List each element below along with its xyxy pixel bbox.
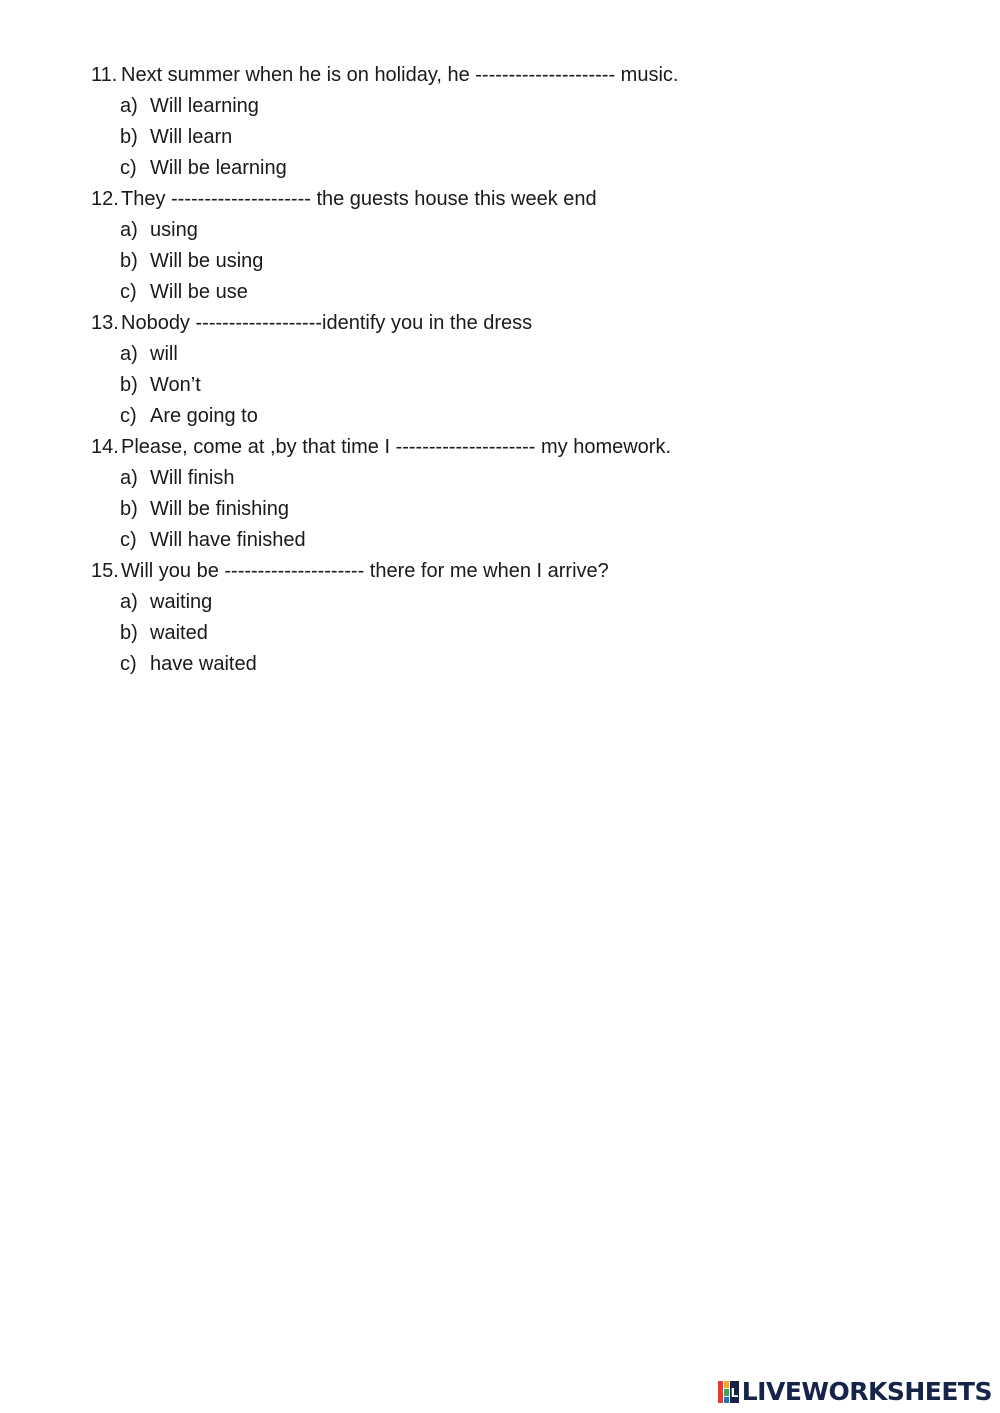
option-a[interactable]	[91, 91, 951, 122]
question-13	[91, 308, 951, 432]
option-letter: c)	[120, 157, 137, 179]
option-letter: c)	[120, 281, 137, 303]
option-list	[91, 587, 951, 680]
question-text: Nobody -------------------identify you in the dress	[121, 312, 533, 334]
question-number: 11.	[91, 64, 118, 86]
option-c[interactable]	[91, 649, 951, 680]
option-c[interactable]	[91, 525, 951, 556]
option-letter: c)	[120, 653, 137, 675]
option-letter: a)	[120, 95, 138, 117]
option-letter: a)	[120, 219, 138, 241]
option-a[interactable]	[91, 215, 951, 246]
option-text: Will be using	[150, 250, 264, 272]
option-text: waited	[150, 622, 208, 644]
question-number: 12.	[91, 188, 119, 210]
question-number: 13.	[91, 312, 119, 334]
option-list	[91, 215, 951, 308]
option-letter: b)	[120, 374, 138, 396]
logo-block-green	[724, 1389, 729, 1396]
option-list	[91, 339, 951, 432]
option-b[interactable]	[91, 618, 951, 649]
question-text: Next summer when he is on holiday, he --------------------- music.	[121, 64, 679, 86]
question-line	[91, 308, 951, 339]
svg-text:L: L	[730, 1386, 739, 1400]
option-text: Will be learning	[150, 157, 287, 179]
question-text: Will you be --------------------- there for me when I arrive?	[121, 560, 609, 582]
question-text: Please, come at ,by that time I --------------------- my homework.	[121, 436, 672, 458]
question-12	[91, 184, 951, 308]
option-text: Will learn	[150, 126, 233, 148]
option-text: Will be finishing	[150, 498, 289, 520]
question-11	[91, 60, 951, 184]
option-a[interactable]	[91, 463, 951, 494]
logo-block-blue	[724, 1397, 729, 1403]
option-letter: b)	[120, 498, 138, 520]
option-b[interactable]	[91, 246, 951, 277]
question-15	[91, 556, 951, 680]
option-b[interactable]	[91, 494, 951, 525]
option-c[interactable]	[91, 401, 951, 432]
option-text: Will be use	[150, 281, 248, 303]
logo-block-red	[718, 1381, 723, 1403]
question-line	[91, 556, 951, 587]
question-number: 14.	[91, 436, 119, 458]
question-text: They --------------------- the guests house this week end	[121, 188, 597, 210]
option-letter: a)	[120, 343, 138, 365]
option-a[interactable]	[91, 339, 951, 370]
logo-block-orange	[724, 1381, 729, 1388]
worksheet	[91, 60, 951, 680]
option-text: Will learning	[150, 95, 259, 117]
option-b[interactable]	[91, 122, 951, 153]
option-text: Are going to	[150, 405, 258, 427]
option-text: Won’t	[150, 374, 201, 396]
option-letter: c)	[120, 529, 137, 551]
option-letter: a)	[120, 591, 138, 613]
option-text: waiting	[150, 591, 213, 613]
liveworksheets-logo-icon	[718, 1380, 740, 1404]
option-c[interactable]	[91, 277, 951, 308]
option-letter: b)	[120, 622, 138, 644]
option-letter: b)	[120, 126, 138, 148]
question-line	[91, 60, 951, 91]
option-letter: b)	[120, 250, 138, 272]
question-line	[91, 184, 951, 215]
option-text: using	[150, 219, 198, 241]
option-list	[91, 463, 951, 556]
liveworksheets-wordmark: LIVEWORKSHEETS	[741, 1377, 992, 1406]
option-c[interactable]	[91, 153, 951, 184]
option-list	[91, 91, 951, 184]
option-text: have waited	[150, 653, 257, 675]
option-text: Will finish	[150, 467, 235, 489]
option-letter: a)	[120, 467, 138, 489]
question-14	[91, 432, 951, 556]
liveworksheets-watermark	[718, 1379, 992, 1405]
option-text: Will have finished	[150, 529, 306, 551]
question-line	[91, 432, 951, 463]
option-letter: c)	[120, 405, 137, 427]
question-number: 15.	[91, 560, 119, 582]
option-a[interactable]	[91, 587, 951, 618]
option-text: will	[150, 343, 178, 365]
option-b[interactable]	[91, 370, 951, 401]
